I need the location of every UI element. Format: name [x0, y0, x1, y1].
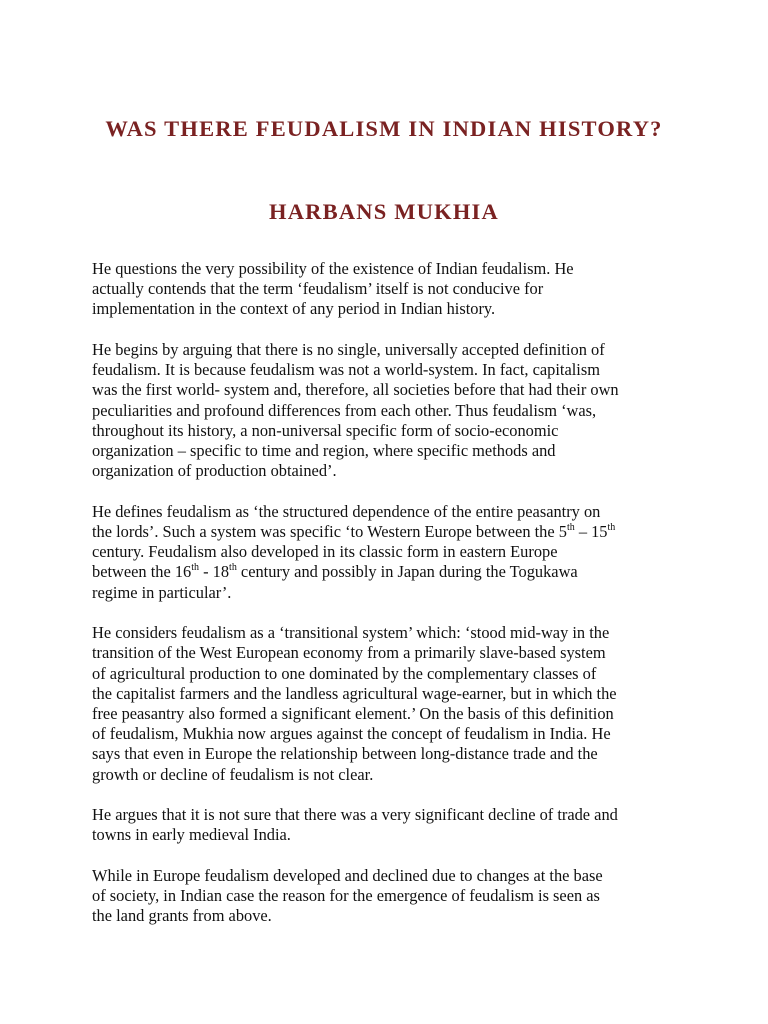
paragraph-line: organization – specific to time and region, where specific methods and — [92, 441, 556, 461]
author-name: HARBANS MUKHIA — [269, 199, 499, 224]
line-text: - 18 — [199, 562, 230, 582]
paragraph-line: He begins by arguing that there is no single, universally accepted definition of — [92, 340, 605, 359]
paragraph-3 — [92, 502, 692, 603]
paragraph-line: says that even in Europe the relationship between long-distance trade and the — [92, 744, 598, 764]
line-text: century and possibly in Japan during the Togukawa — [236, 562, 578, 582]
paragraph-line: organization of production obtained’. — [92, 461, 337, 481]
paragraph-1 — [92, 259, 692, 320]
paragraph-line: of feudalism, Mukhia now argues against the concept of feudalism in India. He — [92, 724, 611, 744]
paragraph-6 — [92, 866, 692, 927]
paragraph-4 — [92, 623, 692, 785]
paragraph-line: growth or decline of feudalism is not clear. — [92, 764, 374, 784]
line-text: the lords’. Such a system was specific ‘to Western Europe between the 5 — [92, 522, 567, 542]
paragraph-line: He questions the very possibility of the existence of Indian feudalism. He — [92, 259, 574, 278]
paragraph-line: peculiarities and profound differences from each other. Thus feudalism ‘was, — [92, 400, 597, 420]
line-text: – 15 — [574, 522, 608, 542]
paragraph-line: of society, in Indian case the reason for the emergence of feudalism is seen as — [92, 886, 600, 906]
paragraph-line: the land grants from above. — [92, 906, 272, 926]
paragraph-line: towns in early medieval India. — [92, 825, 291, 845]
line-text: between the 16 — [92, 562, 192, 582]
paragraph-line: was the first world- system and, therefore, all societies before that had their own — [92, 380, 619, 400]
paragraph-line: regime in particular’. — [92, 582, 232, 602]
paragraph-line — [92, 562, 692, 582]
paragraph-line: transition of the West European economy from a primarily slave-based system — [92, 643, 606, 663]
ordinal-superscript: th — [566, 521, 575, 533]
paragraph-line: feudalism. It is because feudalism was not a world-system. In fact, capitalism — [92, 360, 600, 380]
paragraph-line: He defines feudalism as ‘the structured dependence of the entire peasantry on — [92, 501, 601, 521]
document-title: WAS THERE FEUDALISM IN INDIAN HISTORY? — [105, 116, 663, 141]
paragraph-line: While in Europe feudalism developed and declined due to changes at the base — [92, 866, 603, 886]
paragraph-line: of agricultural production to one dominated by the complementary classes of — [92, 663, 597, 683]
document-body — [92, 259, 692, 947]
paragraph-line: free peasantry also formed a significant element.’ On the basis of this definition — [92, 704, 614, 724]
paragraph-line: He considers feudalism as a ‘transitional system’ which: ‘stood mid-way in the — [92, 623, 610, 643]
paragraph-line: He argues that it is not sure that there was a very significant decline of trade and — [92, 805, 618, 825]
ordinal-superscript: th — [191, 561, 199, 573]
paragraph-line: actually contends that the term ‘feudalism’ itself is not conducive for — [92, 279, 544, 299]
paragraph-line — [92, 522, 692, 542]
paragraph-5 — [92, 805, 692, 845]
ordinal-superscript: th — [607, 521, 616, 533]
paragraph-line: century. Feudalism also developed in its classic form in eastern Europe — [92, 542, 558, 562]
paragraph-line: throughout its history, a non-universal specific form of socio-economic — [92, 420, 559, 440]
paragraph-2 — [92, 340, 692, 481]
ordinal-superscript: th — [229, 561, 237, 573]
paragraph-line: the capitalist farmers and the landless agricultural wage-earner, but in which the — [92, 683, 617, 703]
paragraph-line: implementation in the context of any period in Indian history. — [92, 299, 496, 319]
